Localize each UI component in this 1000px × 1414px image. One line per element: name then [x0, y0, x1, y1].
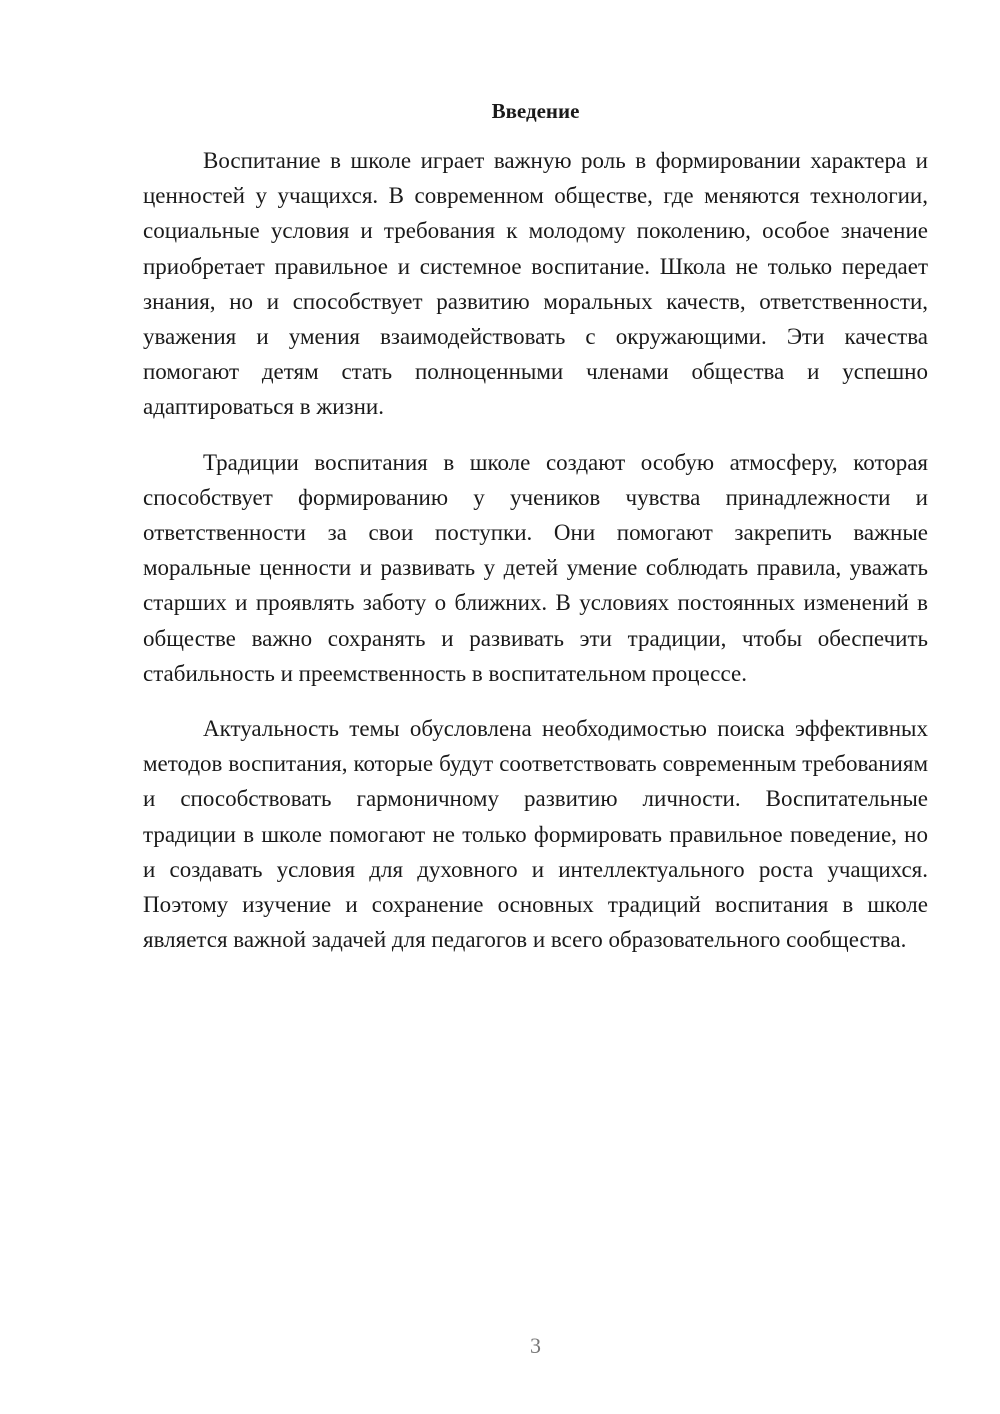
page-title: Введение	[491, 99, 580, 123]
paragraph-traditions: Традиции воспитания в школе создают особую атмосферу, которая способствует формированию у учеников чувства принадлежности и ответственности за свои поступки. Они помогают закрепить важные моральные ценности и развивать у детей умение соблюдать правила, уважать старших и проявлять заботу о ближних. В условиях постоянных изменений в обществе важно сохранять и развивать эти традиции, чтобы обеспечить стабильность и преемственность в воспитательном процессе.	[143, 449, 928, 686]
heading-container	[143, 96, 928, 126]
body-text	[143, 143, 928, 977]
paragraph-intro: Воспитание в школе играет важную роль в формировании характера и ценностей у учащихся. В современном обществе, где меняются технологии, социальные условия и требования к молодому поколению, особое значение приобретает правильное и системное воспитание. Школа не только передает знания, но и способствует развитию моральных качеств, ответственности, уважения и умения взаимодействовать с окружающими. Эти качества помогают детям стать полноценными членами общества и успешно адаптироваться в жизни.	[143, 148, 928, 420]
page-number: 3	[530, 1333, 541, 1358]
paragraph-relevance: Актуальность темы обусловлена необходимостью поиска эффективных методов воспитания, которые будут соответствовать современным требованиям и способствовать гармоничному развитию личности. Воспитательные традиции в школе помогают не только формировать правильное поведение, но и создавать условия для духовного и интеллектуального роста учащихся. Поэтому изучение и сохранение основных традиций воспитания в школе является важной задачей для педагогов и всего образовательного сообщества.	[143, 716, 928, 953]
